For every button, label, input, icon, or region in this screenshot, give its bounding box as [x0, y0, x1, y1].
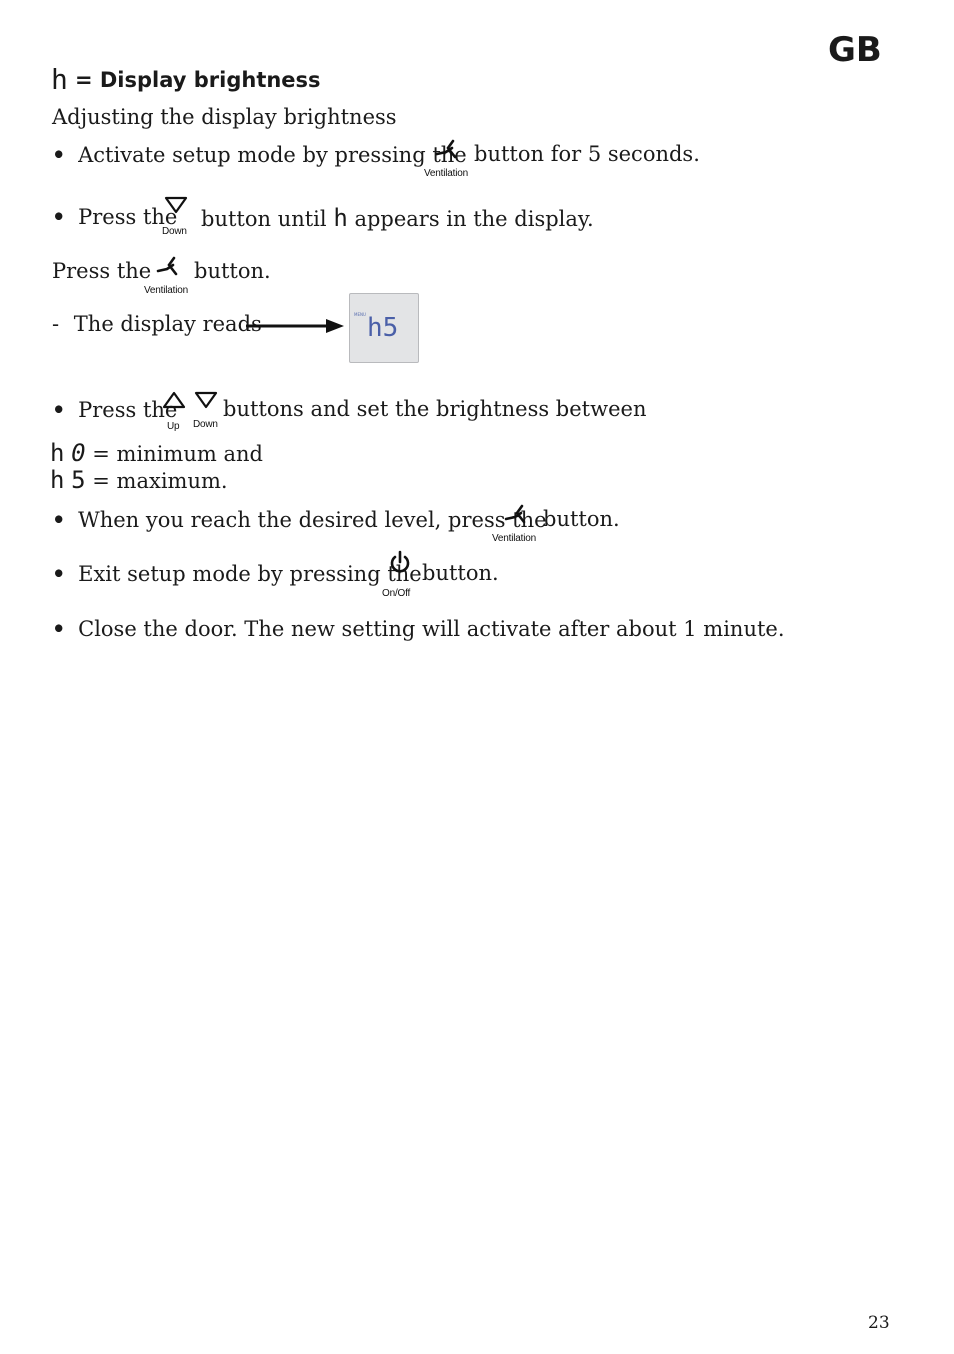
language-badge: GB — [828, 30, 882, 70]
bullet: • — [52, 397, 66, 422]
digit-0: 0 — [71, 439, 86, 467]
subtitle: Adjusting the display brightness — [52, 105, 397, 129]
lcd-reading: h5 — [367, 313, 399, 343]
up-triangle-icon — [162, 390, 186, 410]
step-2-after-text: appears in the display. — [354, 207, 594, 231]
bullet: • — [52, 204, 66, 229]
minimum-line — [50, 441, 263, 465]
ventilation-button-2[interactable] — [143, 255, 193, 297]
minimum-text: = minimum and — [92, 442, 263, 466]
ventilation-button-3[interactable] — [491, 503, 541, 545]
step-8 — [52, 509, 547, 531]
step-9-text: Exit setup mode by pressing the — [78, 562, 422, 586]
dash: - — [52, 312, 60, 336]
step-9-after: button. — [422, 561, 499, 585]
step-8-after: button. — [543, 507, 620, 531]
down-triangle-icon — [164, 195, 188, 215]
ventilation-button[interactable] — [422, 138, 472, 180]
down-button-2[interactable] — [191, 389, 221, 433]
step-3-after: button. — [194, 259, 271, 283]
h-symbol: h — [50, 466, 65, 494]
bullet: • — [52, 561, 66, 586]
on-off-label: On/Off — [382, 588, 411, 599]
ventilation-label: Ventilation — [492, 533, 536, 544]
arrow-right-icon — [246, 318, 346, 334]
title-h-symbol: h — [51, 63, 68, 96]
maximum-text: = maximum. — [92, 469, 228, 493]
down-label: Down — [162, 226, 187, 237]
step-2-middle-text: button until — [201, 207, 327, 231]
step-1-after: button for 5 seconds. — [474, 142, 700, 166]
step-1 — [52, 144, 467, 166]
step-1-text: Activate setup mode by pressing the — [78, 143, 467, 167]
step-5-after: buttons and set the brightness between — [223, 397, 647, 421]
page-number: 23 — [868, 1313, 890, 1333]
maximum-line — [50, 468, 228, 492]
h-symbol: h — [333, 204, 348, 232]
power-button[interactable] — [381, 550, 421, 600]
bullet: • — [52, 507, 66, 532]
power-icon — [387, 550, 413, 576]
step-5-text: Press the — [78, 398, 178, 422]
step-9 — [52, 563, 422, 585]
ventilation-label: Ventilation — [144, 285, 188, 296]
ventilation-label: Ventilation — [424, 168, 468, 179]
down-label: Down — [193, 419, 218, 430]
lcd-display — [349, 293, 419, 363]
step-4-text: The display reads — [73, 312, 262, 336]
ventilation-icon — [154, 255, 184, 281]
ventilation-icon — [502, 503, 532, 529]
step-8-text: When you reach the desired level, press the — [78, 508, 547, 532]
step-10-text: Close the door. The new setting will activate after about 1 minute. — [78, 617, 785, 641]
bullet: • — [52, 142, 66, 167]
h-symbol: h — [50, 439, 65, 467]
up-label: Up — [167, 421, 180, 432]
title-text: = Display brightness — [74, 68, 321, 92]
step-2 — [52, 206, 177, 228]
bullet: • — [52, 616, 66, 641]
up-button[interactable] — [161, 389, 187, 433]
down-triangle-icon — [194, 390, 218, 410]
lcd-menu-tag: MENU — [354, 312, 366, 317]
step-4 — [52, 314, 262, 335]
section-title — [51, 63, 321, 96]
step-2-middle — [201, 206, 594, 230]
digit-5: 5 — [71, 466, 86, 494]
step-3: Press the — [52, 259, 152, 283]
step-10 — [52, 618, 785, 640]
step-2-text: Press the — [78, 205, 178, 229]
ventilation-icon — [433, 138, 463, 164]
step-5 — [52, 399, 177, 421]
down-button[interactable] — [160, 194, 192, 238]
